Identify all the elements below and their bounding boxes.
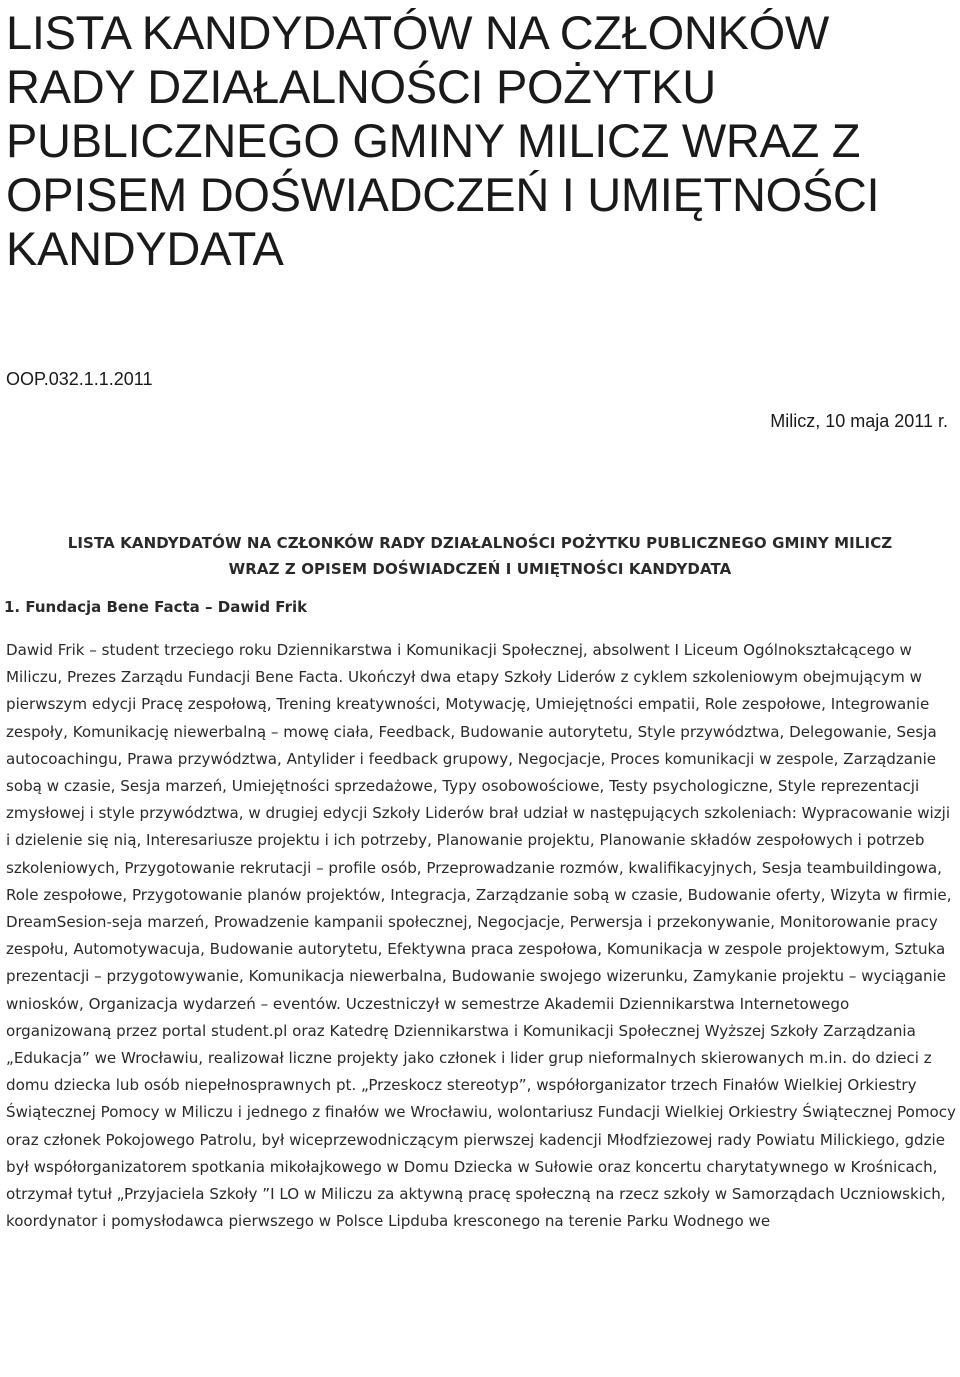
section-title-line-2: WRAZ Z OPISEM DOŚWIADCZEŃ I UMIĘTNOŚCI KANDYDATA <box>228 560 732 578</box>
reference-number: OOP.032.1.1.2011 <box>6 369 153 389</box>
main-title: LISTA KANDYDATÓW NA CZŁONKÓW RADY DZIAŁALNOŚCI POŻYTKU PUBLICZNEGO GMINY MILICZ WRAZ Z OPISEM DOŚWIADCZEŃ I UMIĘTNOŚCI KANDYDATA <box>6 6 880 275</box>
candidate-description: Dawid Frik – student trzeciego roku Dziennikarstwa i Komunikacji Społecznej, absolwent I Liceum Ogólnokształcącego w Miliczu, Prezes Zarządu Fundacji Bene Facta. Ukończył dwa etapy Szkoły Liderów z cyklem szkoleniowym obejmującym w pierwszym edycji Pracę zespołową, Trening kreatywności, Motywację, Umiejętności empatii, Role zespołowe, Integrowanie zespoły, Komunikację niewerbalną – mowę ciała, Feedback, Budowanie autorytetu, Style przywództwa, Delegowanie, Sesja autocoachingu, Prawa przywództwa, Antylider i feedback grupowy, Negocjacje, Proces komunikacji w zespole, Zarządzanie sobą w czasie, Sesja marzeń, Umiejętności sprzedażowe, Typy osobowościowe, Testy psychologiczne, Style reprezentacji zmysłowej i style przywództwa, w drugiej edycji Szkoły Liderów brał udział w następujących szkoleniach: Wypracowanie wizji i dzielenie się nią, Interesariusze projektu i ich potrzeby, Planowanie projektu, Planowanie składów zespołowych i potrzeb szkoleniowych, Przygotowanie rekrutacji – profile osób, Przeprowadzanie rozmów, kwalifikacyjnych, Sesja teambuildingowa, Role zespołowe, Przygotowanie planów projektów, Integracja, Zarządzanie sobą w czasie, Budowanie oferty, Wizyta w firmie, DreamSesion-seja marzeń, Prowadzenie kampanii społecznej, Negocjacje, Perwersja i przekonywanie, Monitorowanie pracy zespołu, Automotywacuja, Budowanie autorytetu, Efektywna praca zespołowa, Komunikacja w zespole projektowym, Sztuka prezentacji – przygotowywanie, Komunikacja niewerbalna, Budowanie swojego wizerunku, Zamykanie projektu – wyciąganie wniosków, Organizacja wydarzeń – eventów. Uczestniczył w semestrze Akademii Dziennikarstwa Internetowego organizowaną przez portal student.pl oraz Katedrę Dziennikarstwa i Komunikacji Społecznej Wyższej Szkoły Zarządzania „Edukacja” we Wrocławiu, realizował liczne projekty jako członek i lider grup nieformalnych skierowanych m.in. do dzieci z domu dziecka lub osób niepełnosprawnych pt. „Przeskocz stereotyp”, współorganizator trzech Finałów Wielkiej Orkiestry Świątecznej Pomocy w Miliczu i jednego z finałów we Wrocławiu, wolontariusz Fundacji Wielkiej Orkiestry Świątecznej Pomocy oraz członek Pokojowego Patrolu, był wiceprzewodniczącym pierwszej kadencji Młodfziezowej rady Powiatu Milickiego, gdzie był współorganizatorem spotkania mikołajkowego w Domu Dziecka w Sułowie oraz koncertu charytatywnego w Krośnicach, otrzymał tytuł „Przyjaciela Szkoły ”I LO w Miliczu za aktywną pracę społeczną na rzecz szkoły w Samorządach Uczniowskich, koordynator i pomysłodawca pierwszego w Polsce Lipduba kresconego na terenie Parku Wodnego we <box>6 641 956 1231</box>
candidate-heading: 1. Fundacja Bene Facta – Dawid Frik <box>4 598 308 616</box>
place-date: Milicz, 10 maja 2011 r. <box>770 411 948 431</box>
section-title <box>0 530 960 582</box>
section-title-line-1: LISTA KANDYDATÓW NA CZŁONKÓW RADY DZIAŁALNOŚCI POŻYTKU PUBLICZNEGO GMINY MILICZ <box>67 534 893 552</box>
